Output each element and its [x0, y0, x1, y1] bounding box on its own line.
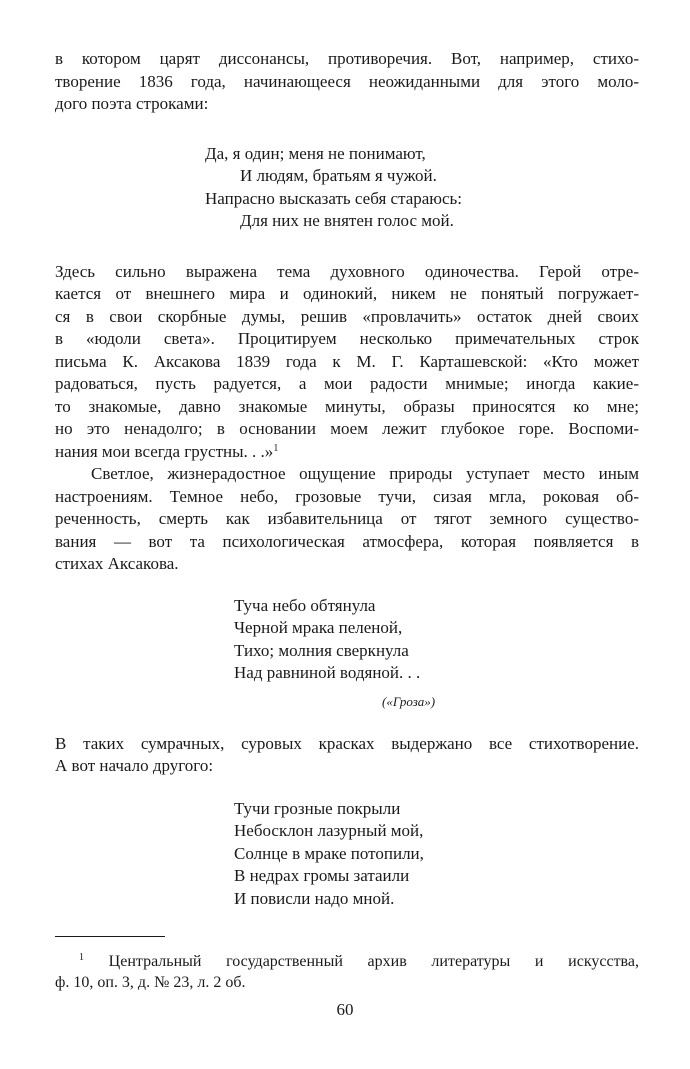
poem-line: Да, я один; меня не понимают,	[205, 143, 426, 163]
text-line: в котором царят диссонансы, противоречия. Вот, например, стихо-	[55, 49, 639, 68]
text-line: вания — вот та психологическая атмосфера, которая появляется в	[55, 531, 639, 551]
text-line: А вот начало другого:	[55, 756, 214, 775]
poem-line: Черной мрака пеленой,	[234, 618, 403, 637]
poem-quote-3	[234, 798, 639, 911]
poem-line: И повисли надо мной.	[234, 888, 395, 908]
footnote-line: ф. 10, оп. 3, д. № 23, л. 2 об.	[55, 974, 246, 991]
poem-line: Тучи грозные покрыли	[234, 798, 401, 818]
text-line: Светлое, жизнерадостное ощущение природы уступает место иным	[91, 464, 639, 483]
footnote	[55, 951, 639, 993]
poem-line: И людям, братьям я чужой.	[240, 166, 437, 185]
poem-quote-1	[205, 143, 639, 233]
footnote-reference[interactable]: 1	[273, 442, 279, 454]
text-line: настроениям. Темное небо, грозовые тучи, сизая мгла, роковая об-	[55, 486, 639, 506]
poem-quote-2	[234, 595, 639, 685]
text-line: кается от внешнего мира и одинокий, никем не понятый погружает-	[55, 284, 639, 303]
footnote-divider	[55, 936, 165, 937]
footnote-line	[55, 951, 639, 972]
poem-line: Напрасно высказать себя стараюсь:	[205, 188, 463, 208]
text-line: то знакомые, давно знакомые минуты, образы приносятся ко мне;	[55, 396, 639, 416]
paragraph-nature	[55, 463, 639, 576]
text-line: реченность, смерть как избавительница от тягот земного существо-	[55, 509, 639, 528]
page-number: 60	[336, 1000, 354, 1019]
text-line: творение 1836 года, начинающееся неожиданными для этого моло-	[55, 71, 639, 91]
text-line: ся в свои скорбные думы, решив «провлачить» остаток дней своих	[55, 306, 639, 326]
footnote-mark: 1	[79, 952, 84, 963]
paragraph-gloomy	[55, 733, 639, 778]
footnote-text: Центральный государственный архив литературы и искусства,	[108, 953, 640, 970]
text-line: в «юдоли света». Процитируем несколько примечательных строк	[55, 329, 639, 348]
text-line: стихах Аксакова.	[55, 554, 179, 573]
poem-line: Над равниной водяной. . .	[234, 663, 421, 682]
text-line: письма К. Аксакова 1839 года к М. Г. Карташевской: «Кто может	[55, 351, 639, 371]
text-line: Здесь сильно выражена тема духовного одиночества. Герой отре-	[55, 261, 639, 281]
text-line	[55, 441, 639, 464]
page-body	[55, 48, 639, 993]
text-line: радоваться, пусть радуется, а мои радости мнимые; иногда какие-	[55, 374, 639, 393]
poem-line: Солнце в мраке потопили,	[234, 843, 424, 863]
poem-line: Небосклон лазурный мой,	[234, 821, 424, 840]
text-fragment: нания мои всегда грустны. . .»	[55, 441, 274, 461]
paragraph-intro	[55, 48, 639, 116]
poem-line: Туча небо обтянула	[234, 595, 376, 615]
paragraph-loneliness	[55, 261, 639, 464]
poem-source: («Гроза»)	[382, 693, 436, 709]
poem-line: Тихо; молния сверкнула	[234, 640, 409, 660]
text-line: дого поэта строками:	[55, 94, 209, 113]
poem-line: Для них не внятен голос мой.	[240, 211, 454, 230]
text-line: В таких сумрачных, суровых красках выдержано все стихотворение.	[55, 733, 639, 753]
text-line: но это ненадолго; в основании моем лежит глубокое горе. Воспоми-	[55, 419, 639, 438]
poem-line: В недрах громы затаили	[234, 866, 410, 885]
